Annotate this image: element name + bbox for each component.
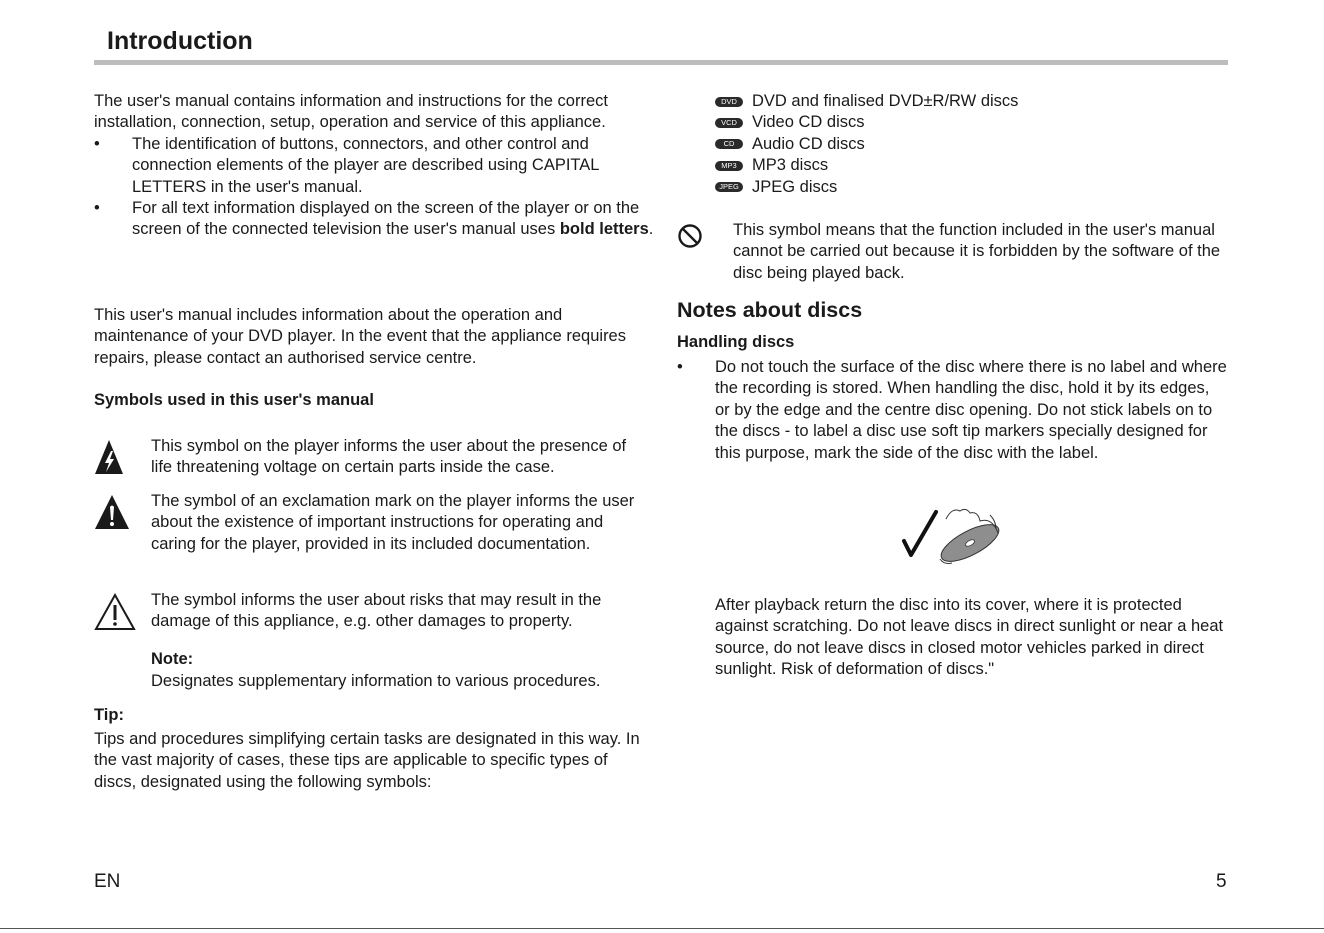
dvd-badge-icon: DVD: [715, 97, 743, 107]
bullet-mark: •: [94, 199, 100, 218]
left-column: [94, 91, 654, 241]
disc-type-label: JPEG discs: [752, 177, 838, 196]
page-bottom-line: [0, 928, 1324, 929]
page-title: Introduction: [107, 27, 253, 55]
page-number: 5: [1216, 871, 1227, 892]
disc-handling-illustration-icon: [900, 503, 1004, 569]
note-label: Note:: [151, 650, 194, 668]
disc-type-list: [715, 91, 1018, 198]
vcd-badge-icon: VCD: [715, 118, 743, 128]
bullet-text-end: .: [648, 220, 654, 239]
forbidden-icon: [677, 223, 703, 249]
tip-text: Tips and procedures simplifying certain tasks are designated in this way. In the vast majority of cases, these tips are applicable to specific types of discs, designated using the following symbols:: [94, 730, 640, 791]
tip-label: Tip:: [94, 706, 124, 724]
disc-type-item: [715, 177, 1018, 198]
disc-type-label: Video CD discs: [752, 113, 865, 132]
exclamation-warning-icon: [94, 494, 130, 530]
disc-type-label: DVD and finalised DVD±R/RW discs: [752, 92, 1019, 110]
caution-outline-icon: [94, 593, 136, 631]
forbidden-symbol-text: This symbol means that the function included in the user's manual cannot be carried out because it is forbidden by the software of the disc being played back.: [733, 221, 1221, 282]
bullet-text: The identification of buttons, connectors, and other control and connection elements of the player are described using CAPITAL LETTERS in the user's manual.: [132, 134, 599, 196]
disc-type-label: MP3 discs: [752, 156, 829, 175]
lightning-warning-icon: [94, 439, 124, 475]
bullet-text: For all text information displayed on the screen of the player or on the screen of the connected television the user's manual uses: [132, 199, 640, 239]
maintenance-paragraph: This user's manual includes information about the operation and maintenance of your DVD player. In the event that the appliance requires repairs, please contact an authorised service centre.: [94, 306, 626, 367]
bullet-item: [94, 198, 654, 241]
bold-letters-text: bold letters: [559, 220, 649, 239]
title-divider: [94, 60, 1228, 65]
bullet-mark: •: [677, 358, 683, 376]
disc-type-item: [715, 91, 1018, 112]
exclamation-symbol-text: The symbol of an exclamation mark on the player informs the user about the existence of important instructions for operating and caring for the player, provided in its included documentation.: [151, 492, 635, 553]
disc-type-item: [715, 134, 1018, 155]
handling-heading: Handling discs: [677, 333, 795, 351]
language-label: EN: [94, 871, 121, 892]
mp3-badge-icon: MP3: [715, 161, 743, 171]
caution-symbol-text: The symbol informs the user about risks that may result in the damage of this appliance, e.g. other damages to property.: [151, 591, 602, 631]
disc-type-item: [715, 155, 1018, 176]
after-playback-text: After playback return the disc into its cover, where it is protected against scratching. Do not leave discs in direct sunlight or near a heat source, do not leave discs in closed motor vehicles parked in direct sunlight. Risk of deformation of discs.": [715, 596, 1224, 679]
cd-badge-icon: CD: [715, 139, 743, 149]
disc-type-item: [715, 112, 1018, 133]
disc-type-label: Audio CD discs: [752, 134, 865, 153]
bullet-mark: •: [94, 134, 100, 153]
jpeg-badge-icon: JPEG: [715, 182, 743, 192]
note-text: Designates supplementary information to various procedures.: [151, 672, 601, 690]
handling-text: Do not touch the surface of the disc where there is no label and where the recording is stored. When handling the disc, hold it by its edges, or by the edge and the centre disc opening. Do not stick labels on to the discs - to label a disc use soft tip markers specially designed for this purpose, mark the side of the disc with the label.: [715, 358, 1227, 462]
notes-heading: Notes about discs: [677, 298, 863, 322]
bullet-item: [94, 134, 654, 198]
symbols-heading: Symbols used in this user's manual: [94, 391, 374, 409]
intro-paragraph: The user's manual contains information and instructions for the correct installation, connection, setup, operation and service of this appliance.: [94, 92, 608, 132]
lightning-symbol-text: This symbol on the player informs the user about the presence of life threatening voltage on certain parts inside the case.: [151, 437, 627, 477]
